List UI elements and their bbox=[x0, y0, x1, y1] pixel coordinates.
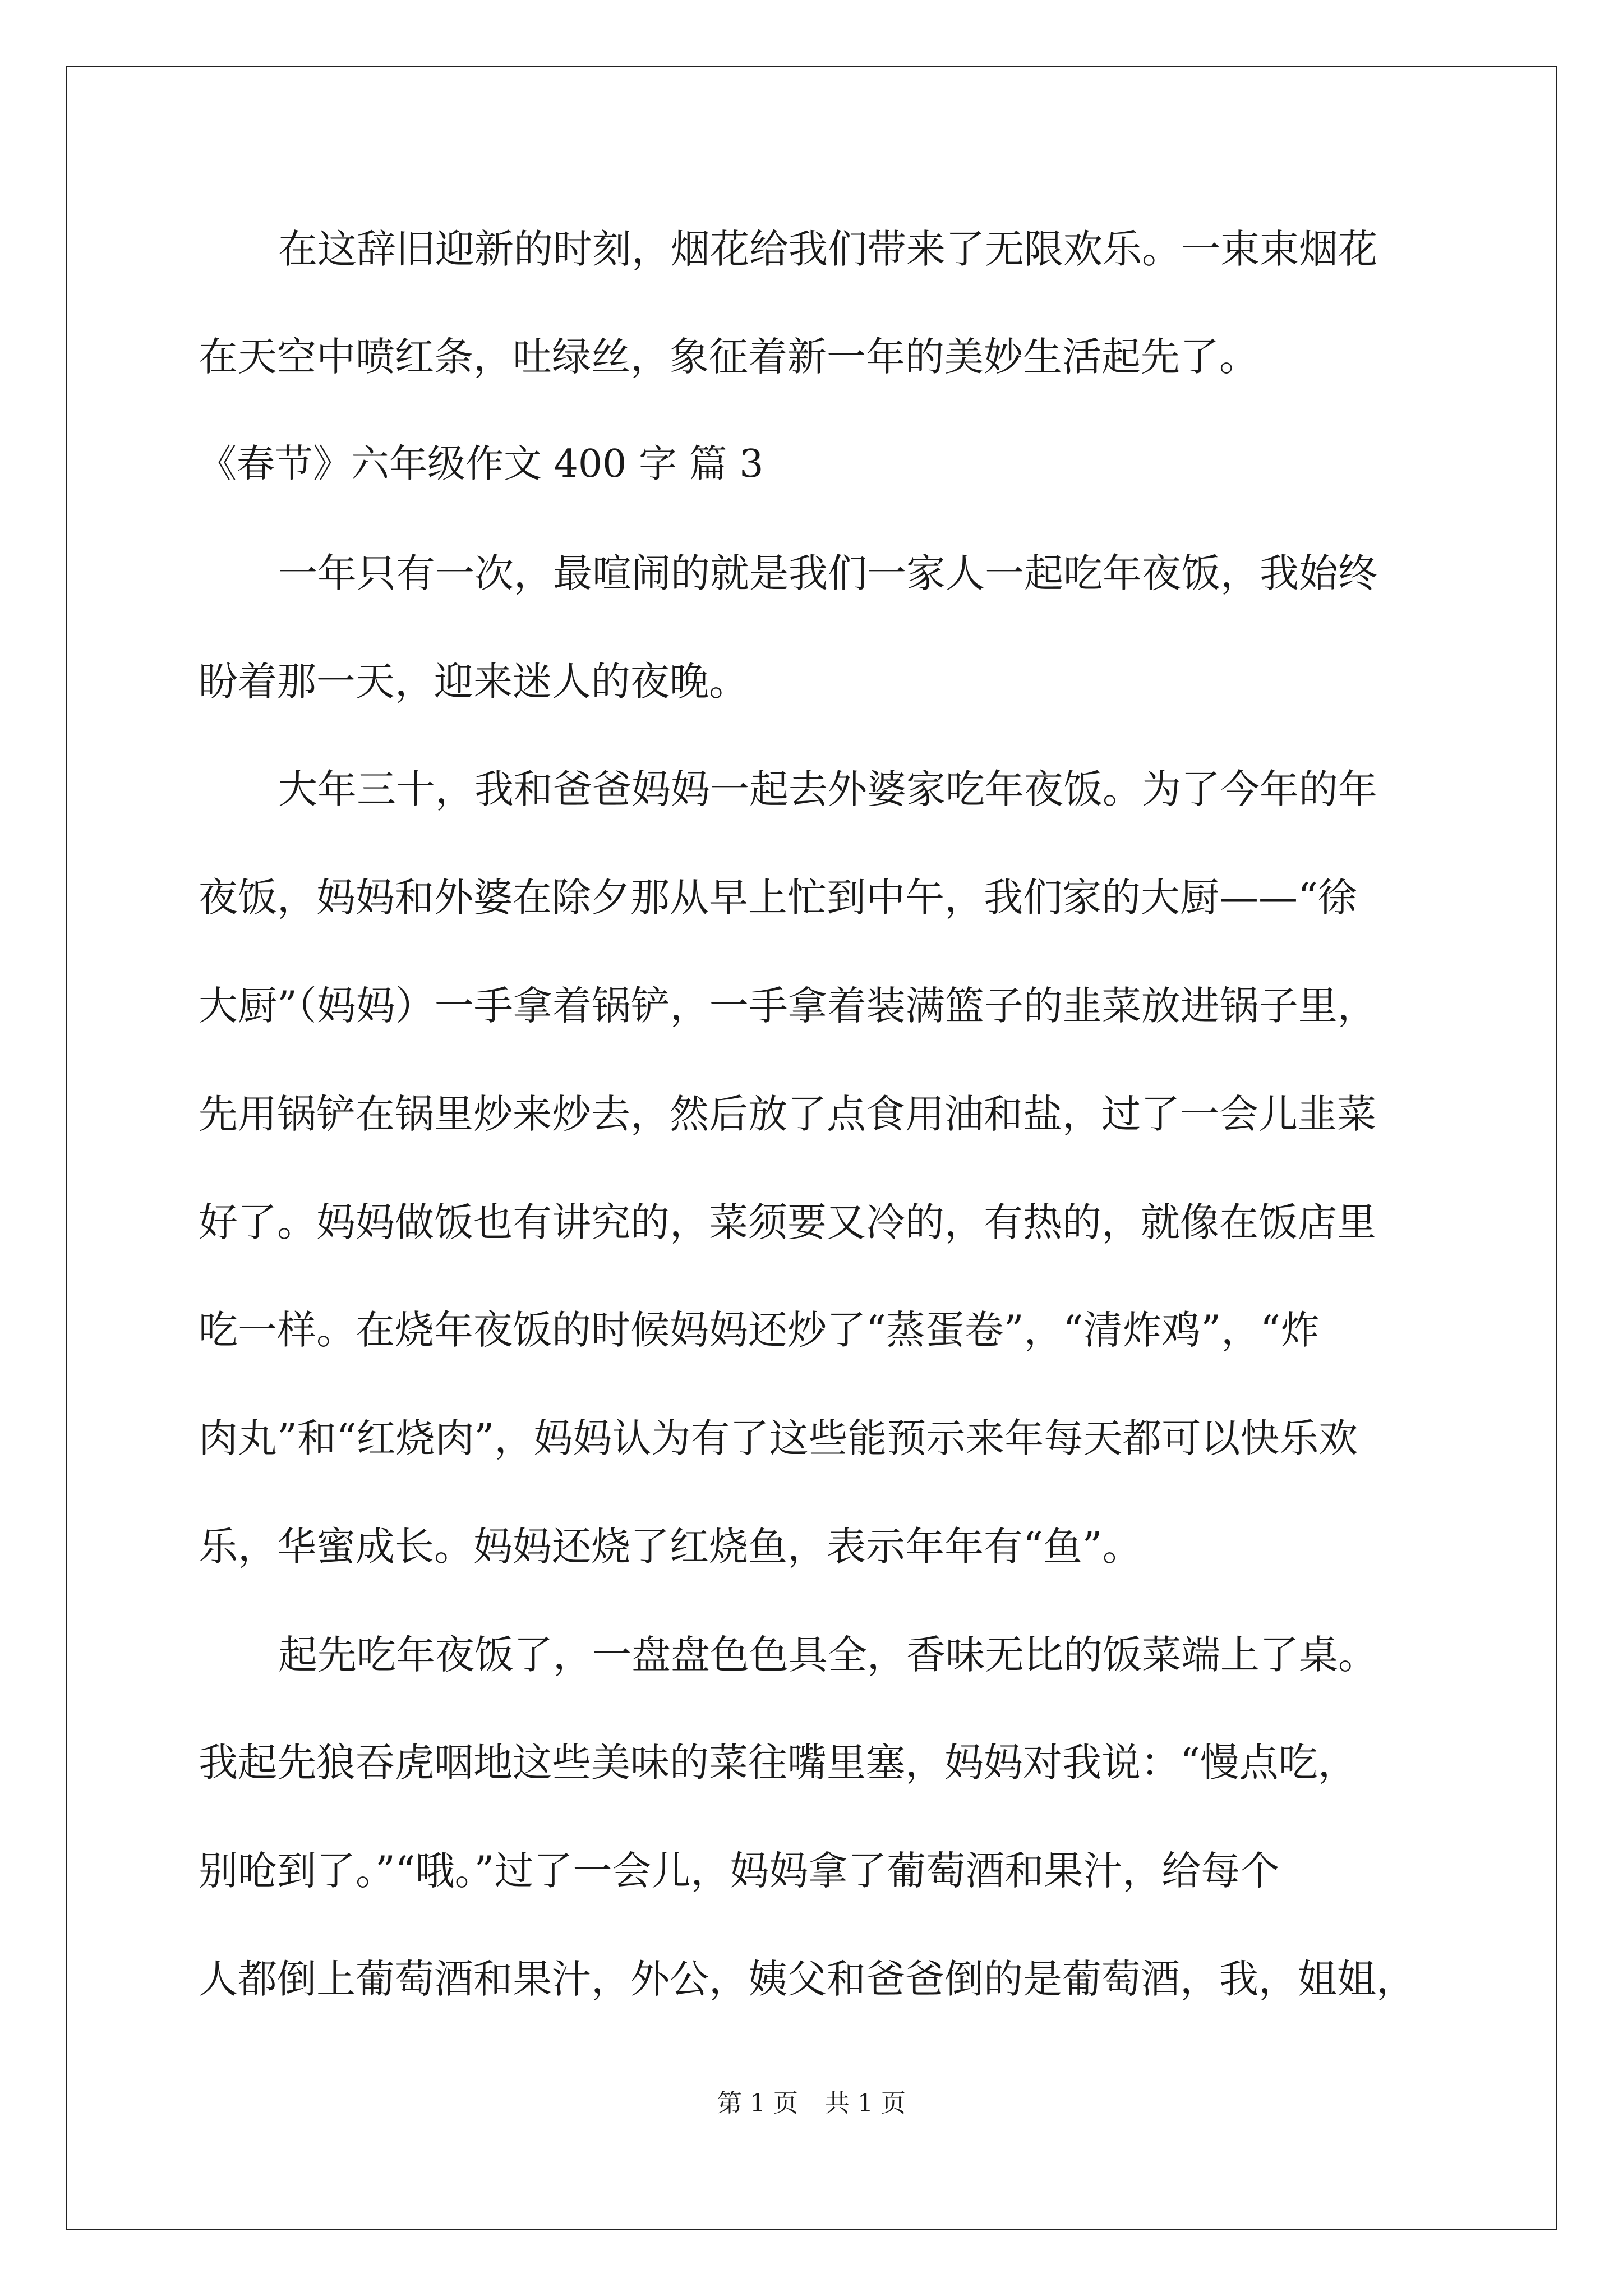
page-border bbox=[66, 66, 1557, 2230]
paragraph-4-line-4: 人都倒上葡萄酒和果汁，外公，姨父和爸爸倒的是葡萄酒，我，姐姐， bbox=[199, 1956, 1415, 2002]
paragraph-3-line-2: 夜饭，妈妈和外婆在除夕那从早上忙到中午，我们家的大厨——“徐 bbox=[199, 875, 1357, 921]
paragraph-3-line-5: 好了。妈妈做饭也有讲究的，菜须要又冷的，有热的，就像在饭店里 bbox=[199, 1199, 1376, 1245]
paragraph-4-line-1: 起先吃年夜饭了，一盘盘色色具全，香味无比的饭菜端上了桌。 bbox=[278, 1632, 1377, 1678]
paragraph-3-line-6: 吃一样。在烧年夜饭的时候妈妈还炒了“蒸蛋卷”，“清炸鸡”，“炸 bbox=[199, 1307, 1320, 1353]
paragraph-1-line-2: 在天空中喷红条，吐绿丝，象征着新一年的美妙生活起先了。 bbox=[199, 334, 1258, 380]
section-heading: 《春节》六年级作文 400 字 篇 3 bbox=[199, 442, 764, 486]
paragraph-4-line-3: 别呛到了。”“哦。”过了一会儿，妈妈拿了葡萄酒和果汁，给每个 bbox=[199, 1848, 1280, 1894]
paragraph-4-line-2: 我起先狼吞虎咽地这些美味的菜往嘴里塞，妈妈对我说：“慢点吃， bbox=[199, 1740, 1357, 1786]
page-number-current: 第 1 页 bbox=[717, 2089, 798, 2118]
paragraph-2-line-2: 盼着那一天，迎来迷人的夜晚。 bbox=[199, 659, 748, 705]
paragraph-2-line-1: 一年只有一次，最喧闹的就是我们一家人一起吃年夜饭，我始终 bbox=[278, 550, 1377, 596]
paragraph-3-line-7: 肉丸”和“红烧肉”，妈妈认为有了这些能预示来年每天都可以快乐欢 bbox=[199, 1415, 1358, 1461]
paragraph-1-line-1: 在这辞旧迎新的时刻，烟花给我们带来了无限欢乐。一束束烟花 bbox=[278, 226, 1377, 272]
paragraph-3-line-8: 乐，华蜜成长。妈妈还烧了红烧鱼，表示年年有“鱼”。 bbox=[199, 1524, 1142, 1570]
paragraph-3-line-3: 大厨”（妈妈）一手拿着锅铲，一手拿着装满篮子的韭菜放进锅子里， bbox=[199, 983, 1377, 1029]
paragraph-3-line-4: 先用锅铲在锅里炒来炒去，然后放了点食用油和盐，过了一会儿韭菜 bbox=[199, 1091, 1376, 1137]
page-number-total: 共 1 页 bbox=[825, 2089, 906, 2118]
paragraph-3-line-1: 大年三十，我和爸爸妈妈一起去外婆家吃年夜饭。为了今年的年 bbox=[278, 766, 1377, 812]
page-footer bbox=[0, 2091, 1623, 2116]
